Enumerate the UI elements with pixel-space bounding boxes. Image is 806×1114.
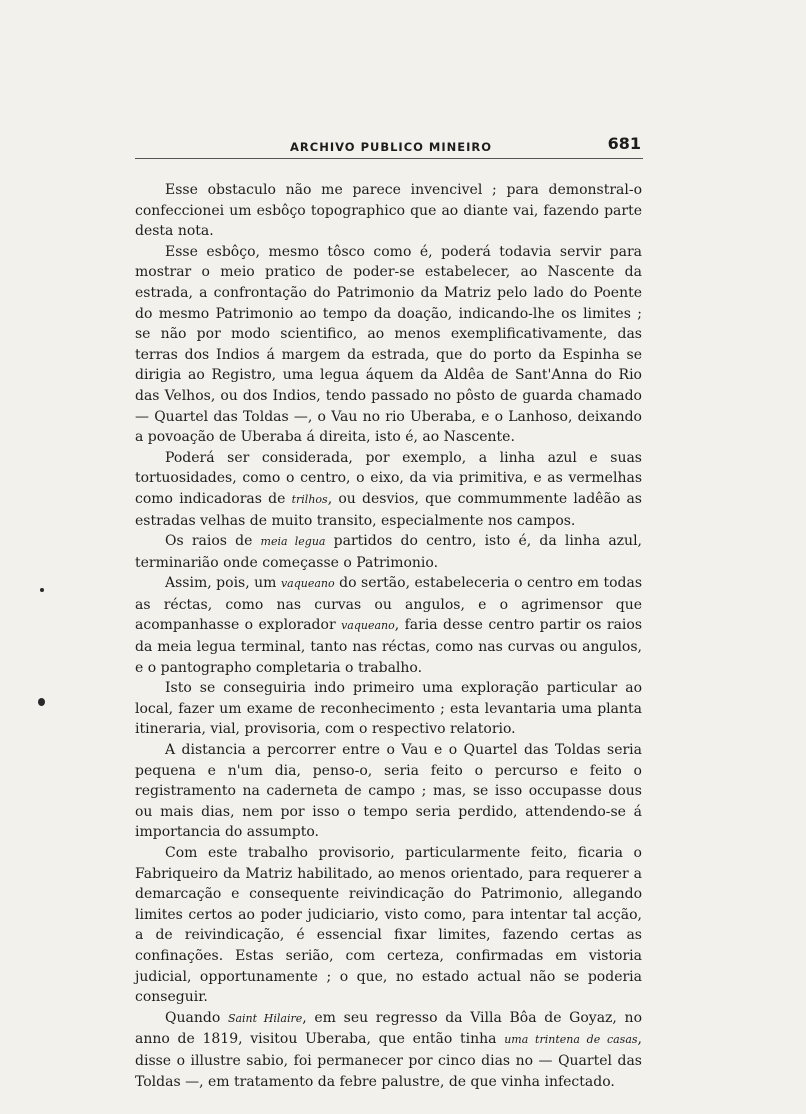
italic-text: trilhos bbox=[291, 492, 328, 506]
paragraph bbox=[135, 448, 642, 531]
text-segment: Esse obstaculo não me parece invencivel ; para demonstral-o confeccionei um esbôço topographico que ao diante vai, fazendo parte desta nota. bbox=[135, 182, 642, 240]
text-segment: , disse o illustre sabio, foi permanecer por cinco dias no — Quartel das Toldas —, em tratamento da febre palustre, de que vinha infectado. bbox=[135, 1031, 642, 1090]
text-segment: , ou desvios, que commummente ladêão as estradas velhas de muito transito, especialmente nos campos. bbox=[135, 490, 642, 529]
italic-text: uma trintena de casas bbox=[504, 1033, 638, 1047]
text-segment: Assim, pois, um bbox=[165, 575, 281, 592]
paragraph bbox=[135, 740, 642, 843]
italic-text: vaqueano bbox=[280, 577, 335, 591]
text-segment: Com este trabalho provisorio, particularmente feito, ficaria o Fabriqueiro da Matriz habilitado, ao menos orientado, para requerer a demarcação e consequente reivindicação do Patrimonio, allegando limites certos ao poder judiciario, visto como, para intentar tal acção, a de reivindicação, é essencial fixar limites, fazendo certas as confinações. Estas serião, com certeza, confirmadas em vistoria judicial, opportunamente ; o que, no estado actual não se poderia conseguir. bbox=[135, 845, 642, 1006]
paragraph bbox=[135, 843, 642, 1008]
paragraph bbox=[135, 242, 642, 448]
paragraph bbox=[135, 1008, 642, 1092]
italic-text: Saint Hilaire bbox=[227, 1011, 303, 1025]
paragraph bbox=[135, 531, 642, 573]
paragraph bbox=[135, 573, 642, 678]
text-segment: , em seu regresso da Villa Bôa de Goyaz, no anno de 1819, visitou Uberaba, que então tinha bbox=[135, 1009, 643, 1048]
paragraph bbox=[135, 678, 642, 740]
text-segment: Esse esbôço, mesmo tôsco como é, poderá todavia servir para mostrar o meio pratico de poder-se estabelecer, ao Nascente da estrada, a confrontação do Patrimonio da Matriz pelo lado do Poente do mesmo Patrimonio ao tempo da doação, indicando-lhe os limites ; se não por modo scientifico, ao menos exemplificativamente, das terras dos Indios á margem da estrada, que do porto da Espinha se dirigia ao Registro, uma legua áquem da Aldêa de Sant'Anna do Rio das Velhos, ou dos Indios, tendo passado no pôsto de guarda chamado — Quartel das Toldas —, o Vau no rio Uberaba, e o Lanhoso, deixando a povoação de Uberaba á direita, isto é, ao Nascente. bbox=[135, 243, 642, 446]
text-segment: , faria desse centro partir os raios da meia legua terminal, tanto nas réctas, como nas curvas ou angulos, e o pantographo completaria o trabalho. bbox=[135, 617, 643, 676]
page-header bbox=[135, 130, 643, 159]
text-segment: partidos do centro, isto é, da linha azul, terminarião onde começasse o Patrimonio. bbox=[135, 533, 643, 571]
paragraph bbox=[135, 180, 642, 242]
text-segment: Isto se conseguiria indo primeiro uma exploração particular ao local, fazer um exame de reconhecimento ; esta levantaria uma planta itineraria, vial, provisoria, com o respectivo relatorio. bbox=[135, 680, 642, 738]
text-segment: Poderá ser considerada, por exemplo, a linha azul e suas tortuosidades, como o centro, o eixo, da via primitiva, e as vermelhas como indicadoras de bbox=[135, 449, 642, 507]
margin-dot bbox=[38, 698, 45, 706]
page-number: 681 bbox=[607, 134, 641, 153]
body-text bbox=[135, 180, 642, 1092]
text-segment: A distancia a percorrer entre o Vau e o Quartel das Toldas seria pequena e n'um dia, penso-o, seria feito o percurso e feito o registramento na caderneta de campo ; mas, se isso occupasse dous ou mais dias, nem por isso o tempo seria perdido, attendendo-se á importancia do assumpto. bbox=[135, 742, 642, 841]
text-segment: Os raios de bbox=[165, 533, 261, 550]
italic-text: meia legua bbox=[260, 535, 326, 549]
margin-dot bbox=[40, 588, 44, 592]
text-segment: Quando bbox=[165, 1009, 228, 1026]
running-title: ARCHIVO PUBLICO MINEIRO bbox=[290, 140, 493, 154]
text-segment: do sertão, estabeleceria o centro em todas as réctas, como nas curvas ou angulos, e o agrimensor que acompanhasse o explorador bbox=[135, 575, 643, 634]
italic-text: vaqueano bbox=[341, 619, 395, 633]
